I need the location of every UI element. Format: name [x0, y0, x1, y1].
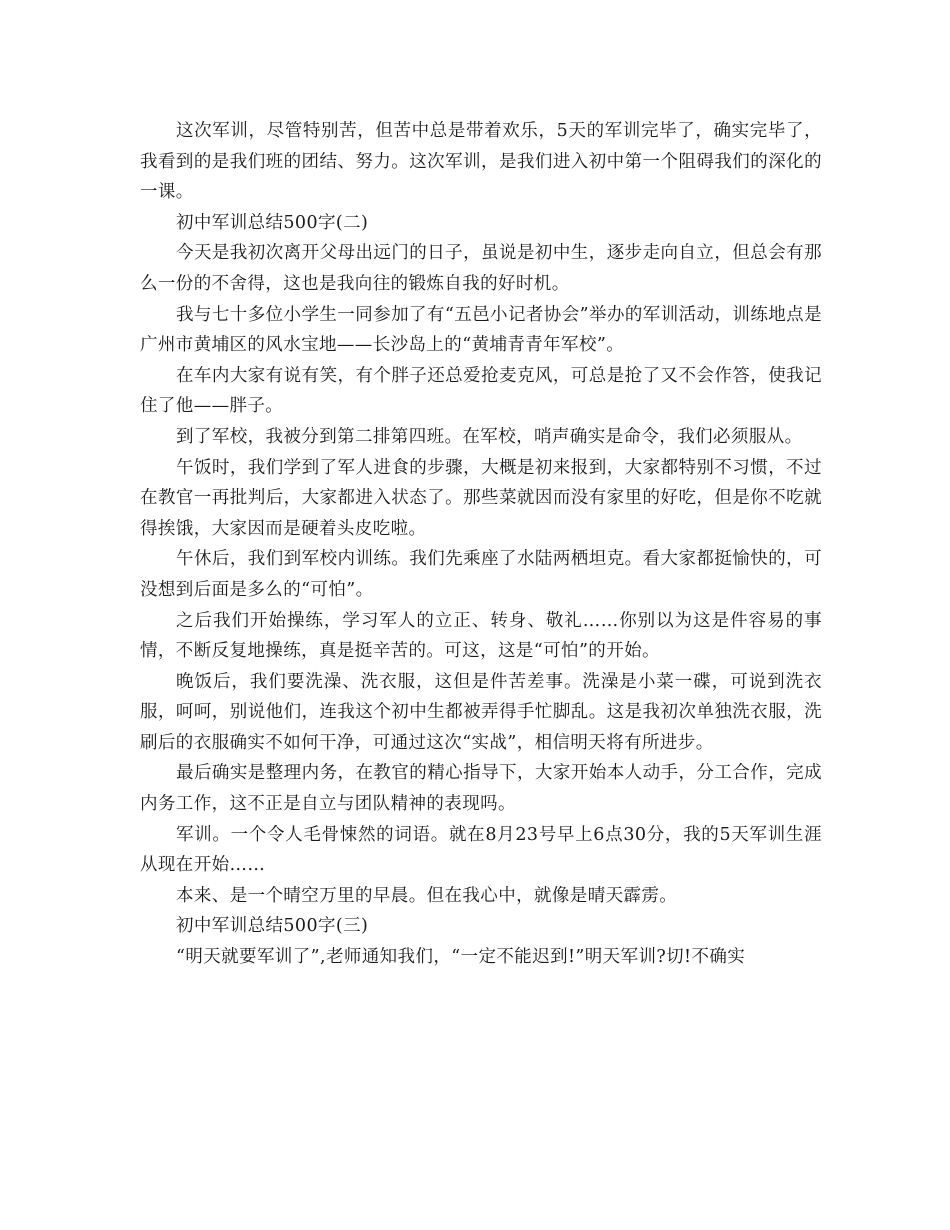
paragraph: 这次军训，尽管特别苦，但苦中总是带着欢乐，5天的军训完毕了，确实完毕了，我看到的是我们班的团结、努力。这次军训，是我们进入初中第一个阻碍我们的深化的一课。	[140, 121, 822, 203]
paragraph: 午休后，我们到军校内训练。我们先乘座了水陆两栖坦克。看大家都挺愉快的，可没想到后面是多么的“可怕”。	[140, 549, 822, 600]
section-heading: 初中军训总结500字(二)	[176, 212, 369, 233]
paragraph: “明天就要军训了”,老师通知我们，“一定不能迟到!”明天军训?切!不确实	[176, 947, 746, 968]
paragraph: 本来、是一个晴空万里的早晨。但在我心中，就像是晴天霹雳。	[176, 885, 678, 906]
paragraph: 军训。一个令人毛骨悚然的词语。就在8月23号早上6点30分，我的5天军训生涯从现在开始……	[140, 824, 822, 876]
paragraph: 我与七十多位小学生一同参加了有“五邑小记者协会”举办的军训活动，训练地点是广州市黄埔区的风水宝地——长沙岛上的“黄埔青青年军校”。	[140, 304, 822, 356]
paragraph: 到了军校，我被分到第二排第四班。在军校，哨声确实是命令，我们必须服从。	[176, 426, 803, 447]
paragraph: 晚饭后，我们要洗澡、洗衣服，这但是件苦差事。洗澡是小菜一碟，可说到洗衣服，呵呵，别说他们，连我这个初中生都被弄得手忙脚乱。这是我初次单独洗衣服，洗刷后的衣服确实不如何干净，可通过这次“实战”，相信明天将有所进步。	[140, 671, 822, 753]
document-page	[140, 116, 822, 973]
paragraph: 在车内大家有说有笑，有个胖子还总爱抢麦克风，可总是抢了又不会作答，使我记住了他——胖子。	[140, 365, 822, 417]
paragraph: 之后我们开始操练，学习军人的立正、转身、敬礼……你别以为这是件容易的事情，不断反复地操练，真是挺辛苦的。可这，这是“可怕”的开始。	[140, 610, 822, 662]
section-heading: 初中军训总结500字(三)	[176, 916, 369, 937]
paragraph: 今天是我初次离开父母出远门的日子，虽说是初中生，逐步走向自立，但总会有那么一份的不舍得，这也是我向往的锻炼自我的好时机。	[140, 243, 822, 294]
paragraph: 午饭时，我们学到了军人进食的步骤，大概是初来报到，大家都特别不习惯，不过在教官一再批判后，大家都进入状态了。那些菜就因而没有家里的好吃，但是你不吃就得挨饿，大家因而是硬着头皮吃啦。	[140, 457, 822, 539]
paragraph: 最后确实是整理内务，在教官的精心指导下，大家开始本人动手，分工合作，完成内务工作，这不正是自立与团队精神的表现吗。	[140, 763, 822, 815]
